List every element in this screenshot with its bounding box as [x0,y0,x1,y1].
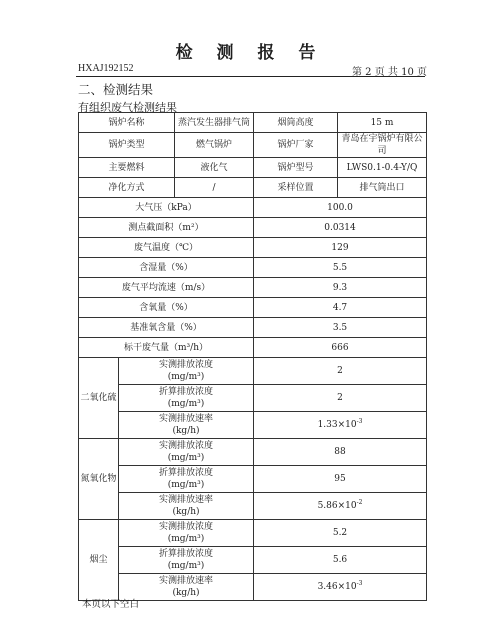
table-row [79,198,427,218]
table-row [79,493,427,520]
report-number: HXAJ192152 [78,63,134,74]
param-value: 666 [254,338,427,358]
info-key: 锅炉厂家 [254,133,338,158]
param-value: 100.0 [254,198,427,218]
table-row [79,412,427,439]
table-row [79,385,427,412]
param-value: 3.5 [254,318,427,338]
metric-label: 实测排放速率 (kg/h) [119,493,254,520]
table-row [79,338,427,358]
table-row [79,358,427,385]
info-value: 燃气锅炉 [175,133,254,158]
param-label: 测点截面积（m²） [79,218,254,238]
info-value: LWS0.1-0.4-Y/Q [338,158,427,178]
param-value: 9.3 [254,278,427,298]
exhaust-results-table [78,112,427,601]
info-key: 净化方式 [79,178,175,198]
param-label: 含氧量（%） [79,298,254,318]
param-label: 基准氧含量（%） [79,318,254,338]
metric-value: $1.33\times 10^{-3}$ [254,412,427,439]
table-row [79,547,427,574]
param-label: 废气平均流速（m/s） [79,278,254,298]
pollutant-name: 烟尘 [79,520,119,601]
metric-label: 折算排放浓度 (mg/m³) [119,547,254,574]
table-row [79,520,427,547]
table-row [79,278,427,298]
metric-value: 88 [254,439,427,466]
subsection-title: 有组织废气检测结果 [78,101,177,114]
metric-label: 实测排放速率 (kg/h) [119,574,254,601]
metric-value: 5.2 [254,520,427,547]
param-label: 大气压（kPa） [79,198,254,218]
info-value: 液化气 [175,158,254,178]
metric-label: 折算排放浓度 (mg/m³) [119,466,254,493]
metric-label: 实测排放浓度 (mg/m³) [119,439,254,466]
param-label: 含湿量（%） [79,258,254,278]
info-key: 锅炉名称 [79,113,175,133]
section-title: 二、检测结果 [78,82,154,97]
table-row [79,178,427,198]
footer-note: 本页以下空白 [82,599,140,610]
header-divider [76,76,425,77]
table-row [79,218,427,238]
table-row [79,258,427,278]
info-key: 采样位置 [254,178,338,198]
param-label: 废气温度（℃） [79,238,254,258]
metric-label: 实测排放浓度 (mg/m³) [119,358,254,385]
info-key: 烟筒高度 [254,113,338,133]
table-row [79,158,427,178]
table-row [79,298,427,318]
info-key: 锅炉型号 [254,158,338,178]
param-value: 0.0314 [254,218,427,238]
param-value: 5.5 [254,258,427,278]
param-label: 标干废气量（m³/h） [79,338,254,358]
metric-label: 实测排放浓度 (mg/m³) [119,520,254,547]
info-value: / [175,178,254,198]
info-value: 排气筒出口 [338,178,427,198]
table-row [79,238,427,258]
info-key: 锅炉类型 [79,133,175,158]
report-title: 检 测 报 告 [175,43,325,63]
info-value: 蒸汽发生器排气筒 [175,113,254,133]
table-row [79,439,427,466]
table-row [79,133,427,158]
pollutant-name: 氮氧化物 [79,439,119,520]
metric-value: 5.6 [254,547,427,574]
param-value: 4.7 [254,298,427,318]
table-row [79,318,427,338]
info-value: 青岛在宇锅炉有限公司 [338,133,427,158]
metric-value: $5.86\times 10^{-2}$ [254,493,427,520]
metric-label: 折算排放浓度 (mg/m³) [119,385,254,412]
info-key: 主要燃料 [79,158,175,178]
metric-label: 实测排放速率 (kg/h) [119,412,254,439]
page-indicator: 第 2 页 共 10 页 [352,67,427,78]
metric-value: $3.46\times 10^{-3}$ [254,574,427,601]
metric-value: 2 [254,358,427,385]
table-row [79,466,427,493]
metric-value: 95 [254,466,427,493]
pollutant-name: 二氧化硫 [79,358,119,439]
table-row [79,113,427,133]
info-value: 15 m [338,113,427,133]
metric-value: 2 [254,385,427,412]
param-value: 129 [254,238,427,258]
